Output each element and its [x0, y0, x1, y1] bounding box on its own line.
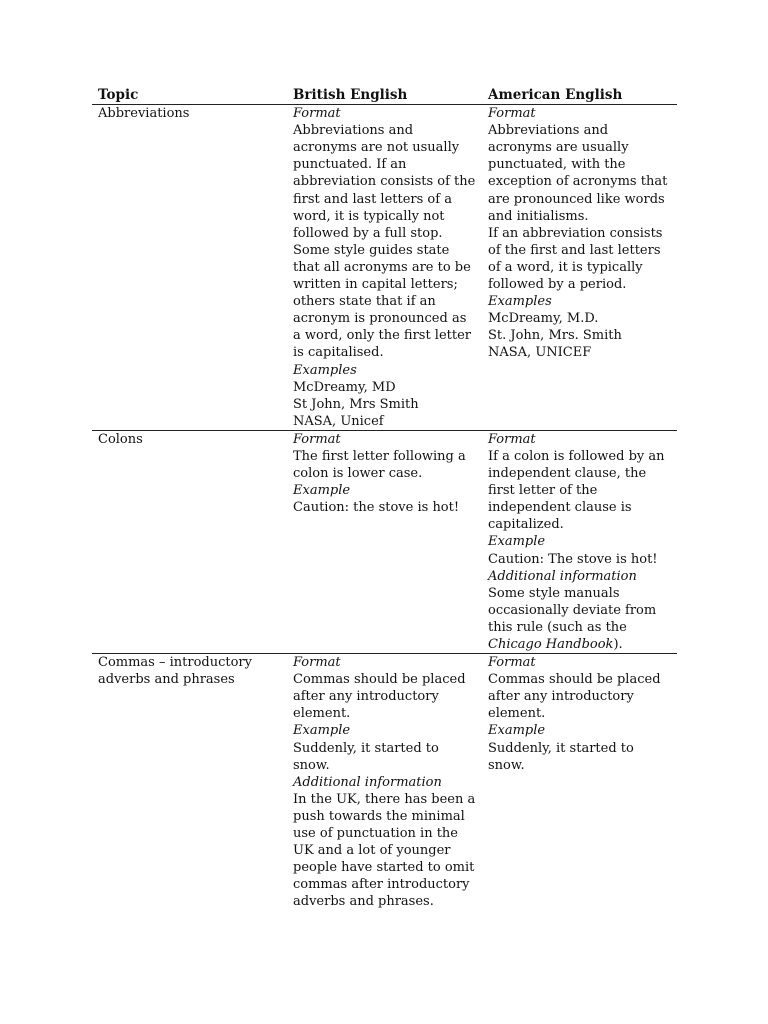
example-line: Suddenly, it started to snow. — [488, 740, 634, 773]
american-cell — [482, 654, 677, 911]
example-line: St. John, Mrs. Smith — [488, 328, 622, 344]
comparison-table — [92, 86, 677, 911]
format-label: Format — [293, 431, 341, 447]
example-line: McDreamy, MD — [293, 379, 396, 395]
format-text: If an abbreviation consists of the first and last letters of a word, it is typically followed by a period. — [488, 225, 663, 293]
example-label: Example — [488, 534, 546, 550]
topic-cell: Abbreviations — [98, 106, 190, 122]
table-row — [92, 105, 677, 431]
format-label: Format — [293, 106, 341, 122]
table-row — [92, 430, 677, 653]
british-cell — [287, 654, 482, 911]
example-label: Example — [293, 723, 351, 739]
format-label: Format — [488, 106, 536, 122]
additional-info-label: Additional information — [293, 774, 442, 790]
examples-label: Examples — [488, 294, 552, 310]
format-text: If a colon is followed by an independent clause, the first letter of the independent clause is capitalized. — [488, 448, 665, 533]
additional-info-text — [488, 585, 673, 653]
format-text: Commas should be placed after any introductory element. — [488, 672, 661, 722]
british-cell — [287, 430, 482, 653]
example-line: Caution: The stove is hot! — [488, 551, 658, 567]
example-line: Caution: the stove is hot! — [293, 500, 460, 516]
example-line: McDreamy, M.D. — [488, 311, 599, 327]
header-row — [92, 86, 677, 105]
american-cell — [482, 430, 677, 653]
format-label: Format — [293, 655, 341, 671]
example-label: Example — [293, 483, 351, 499]
header-topic: Topic — [92, 86, 287, 105]
example-line: NASA, UNICEF — [488, 345, 592, 361]
additional-info-text: In the UK, there has been a push towards the minimal use of punctuation in the UK and a lot of younger people have started to omit commas after introductory adverbs and phrases. — [293, 791, 476, 910]
additional-info-after: ). — [613, 637, 623, 652]
format-text: The first letter following a colon is lower case. — [293, 448, 466, 482]
document-page — [92, 86, 677, 911]
format-label: Format — [488, 655, 536, 671]
british-cell — [287, 105, 482, 431]
topic-cell: Colons — [98, 431, 143, 447]
example-line: Suddenly, it started to snow. — [293, 740, 439, 773]
table-row — [92, 654, 677, 911]
examples-label: Examples — [293, 362, 357, 378]
additional-info-before: Some style manuals occasionally deviate from this rule (such as the — [488, 585, 657, 635]
chicago-handbook-title: Chicago Handbook — [488, 637, 614, 652]
topic-cell: Commas – introductory adverbs and phrases — [98, 655, 252, 688]
american-cell — [482, 105, 677, 431]
example-line: NASA, Unicef — [293, 413, 384, 429]
format-text: Abbreviations and acronyms are usually punctuated, with the exception of acronyms that are pronounced like words and initialisms. — [488, 123, 668, 224]
format-text: Abbreviations and acronyms are not usually punctuated. If an abbreviation consists of the first and last letters of a word, it is typically not followed by a full stop. Some style guides state that all acronyms are to be written in capital letters; others state that if an acronym is pronounced as a word, only the first letter is capitalised. — [293, 123, 476, 361]
example-label: Example — [488, 723, 546, 739]
header-british-english: British English — [287, 86, 482, 105]
format-label: Format — [488, 431, 536, 447]
example-line: St John, Mrs Smith — [293, 396, 419, 412]
header-american-english: American English — [482, 86, 677, 105]
additional-info-label: Additional information — [488, 568, 637, 584]
format-text: Commas should be placed after any introductory element. — [293, 672, 466, 722]
